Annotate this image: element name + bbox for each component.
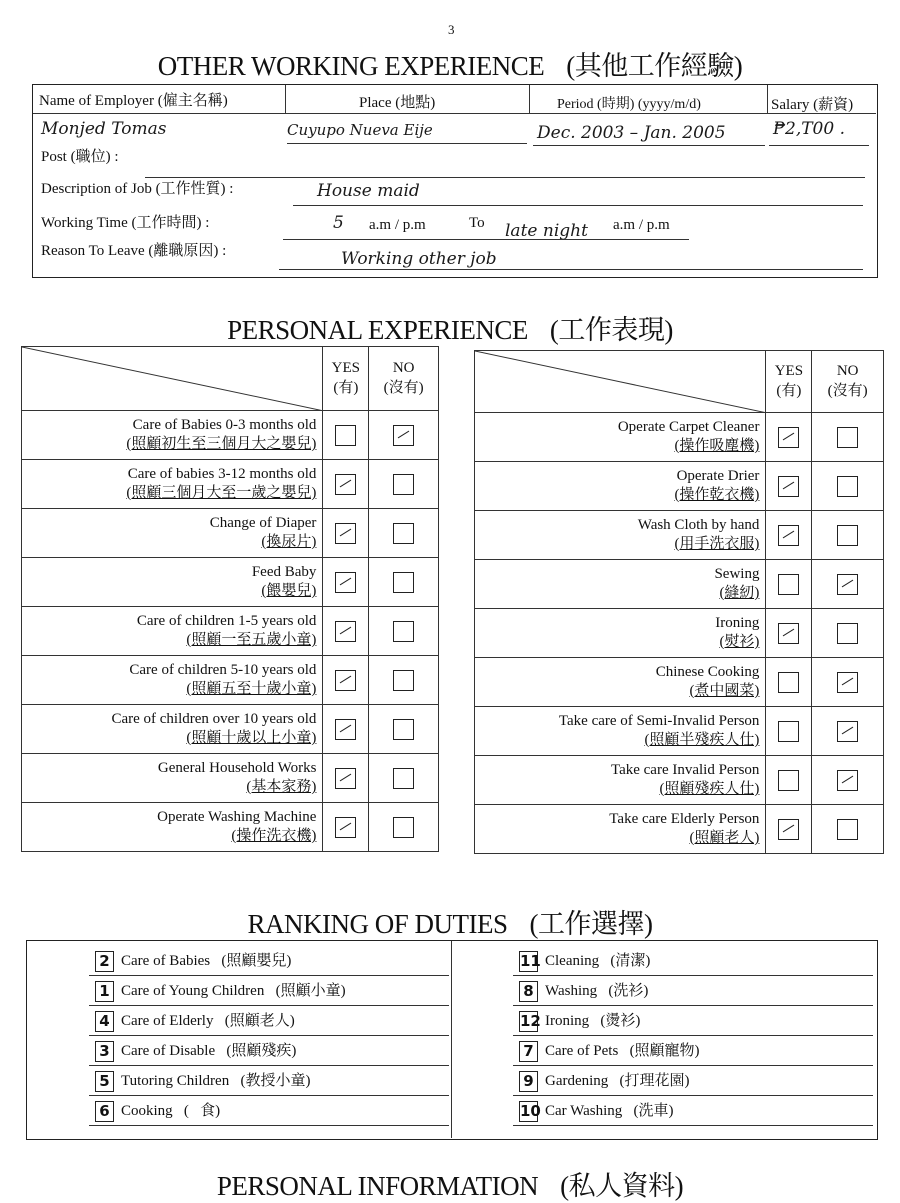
page-number: 3 <box>448 22 455 37</box>
yes-checkbox[interactable] <box>778 525 799 546</box>
yes-cell <box>323 509 369 558</box>
yes-checkbox[interactable] <box>778 623 799 644</box>
rank-number-box[interactable]: 11 <box>520 952 541 971</box>
experience-item-en: Chinese Cooking <box>655 664 760 681</box>
no-cell <box>369 558 439 607</box>
experience-row <box>475 560 884 609</box>
no-cell <box>369 460 439 509</box>
job-label: Description of Job (工作性質) : <box>41 181 234 197</box>
to-label: To <box>469 215 485 231</box>
experience-item-en: Take care Invalid Person <box>610 762 760 779</box>
ranking-title-en: RANKING OF DUTIES <box>247 909 508 939</box>
experience-item-en: Care of Babies 0-3 months old <box>132 417 317 434</box>
employer-value: Monjed Tomas <box>41 119 167 139</box>
ranking-underline <box>89 1125 449 1126</box>
no-cell <box>369 754 439 803</box>
yes-cell <box>323 803 369 852</box>
yes-cell <box>766 756 812 805</box>
yes-cell <box>766 560 812 609</box>
reason-value: Working other job <box>341 249 497 269</box>
header-row-line <box>33 113 876 114</box>
ranking-item <box>519 1009 640 1032</box>
experience-item <box>475 511 766 560</box>
no-cell <box>369 411 439 460</box>
experience-item <box>22 607 323 656</box>
experience-row <box>22 558 439 607</box>
experience-item <box>475 560 766 609</box>
yes-header-en: YES <box>774 363 804 379</box>
place-underline <box>287 143 527 144</box>
experience-item-cn: (用手洗衣服) <box>674 536 760 552</box>
no-header-en: NO <box>836 363 859 379</box>
ranking-underline <box>513 1095 873 1096</box>
experience-item-cn: (操作洗衣機) <box>231 828 317 844</box>
no-cell <box>812 462 884 511</box>
experience-item-en: Ironing <box>715 615 760 632</box>
experience-item-cn: (照顧三個月大至一歲之嬰兒) <box>126 485 317 501</box>
experience-item-en: Operate Washing Machine <box>157 809 317 826</box>
experience-item <box>475 609 766 658</box>
no-checkbox[interactable] <box>393 474 414 495</box>
ranking-underline <box>513 1035 873 1036</box>
ranking-item <box>519 1099 674 1122</box>
yes-cell <box>766 462 812 511</box>
experience-item-cn: (餵嬰兒) <box>261 583 317 599</box>
ranking-box <box>26 940 878 1140</box>
experience-item-cn: (照顧五至十歲小童) <box>186 681 317 697</box>
experience-item <box>475 658 766 707</box>
ranking-item <box>95 1039 296 1062</box>
experience-item <box>22 803 323 852</box>
no-checkbox[interactable] <box>837 574 858 595</box>
no-cell <box>812 560 884 609</box>
yes-checkbox[interactable] <box>335 474 356 495</box>
job-underline <box>293 205 863 206</box>
ranking-label: Cooking ( 食) <box>121 1103 221 1119</box>
experience-item-cn: (照顧一至五歲小童) <box>186 632 317 648</box>
post-underline <box>145 177 865 178</box>
no-checkbox[interactable] <box>837 525 858 546</box>
experience-item-cn: (照顧老人) <box>689 830 760 846</box>
ampm-1: a.m / p.m <box>369 217 426 233</box>
yes-checkbox[interactable] <box>778 721 799 742</box>
experience-item <box>475 805 766 854</box>
no-checkbox[interactable] <box>393 621 414 642</box>
ranking-item <box>519 1039 700 1062</box>
no-checkbox[interactable] <box>393 572 414 593</box>
ranking-label: Gardening (打理花園) <box>545 1073 690 1089</box>
personal-experience-right-table <box>474 350 884 854</box>
ranking-underline <box>89 975 449 976</box>
yes-checkbox[interactable] <box>335 425 356 446</box>
ranking-item <box>95 949 291 972</box>
experience-item <box>475 413 766 462</box>
no-cell <box>369 803 439 852</box>
yes-checkbox[interactable] <box>335 817 356 838</box>
header-corner <box>475 351 766 413</box>
col-divider <box>529 85 530 113</box>
yes-checkbox[interactable] <box>335 572 356 593</box>
experience-item <box>475 756 766 805</box>
ampm-2: a.m / p.m <box>613 217 670 233</box>
personal-info-title <box>0 1164 900 1203</box>
experience-row <box>475 511 884 560</box>
yes-checkbox[interactable] <box>335 523 356 544</box>
experience-item <box>22 705 323 754</box>
no-header-en: NO <box>392 360 415 376</box>
rank-number-box[interactable]: 9 <box>519 1071 538 1092</box>
yes-cell <box>766 413 812 462</box>
ranking-underline <box>513 975 873 976</box>
no-cell <box>812 805 884 854</box>
other-work-title-en: OTHER WORKING EXPERIENCE <box>157 51 545 81</box>
no-cell <box>369 607 439 656</box>
no-cell <box>812 413 884 462</box>
yes-cell <box>766 658 812 707</box>
rank-number-box[interactable]: 8 <box>519 981 538 1002</box>
experience-item-en: Care of children 1-5 years old <box>136 613 317 630</box>
yes-cell <box>323 656 369 705</box>
no-checkbox[interactable] <box>837 819 858 840</box>
ranking-label: Care of Pets (照顧寵物) <box>545 1043 700 1059</box>
personal-experience-left-table <box>21 346 439 852</box>
other-work-title <box>0 44 900 83</box>
experience-item-cn: (基本家務) <box>246 779 317 795</box>
no-cell <box>369 705 439 754</box>
salary-underline <box>769 145 869 146</box>
yes-cell <box>766 609 812 658</box>
experience-row <box>22 460 439 509</box>
no-header <box>812 351 884 413</box>
no-cell <box>812 707 884 756</box>
experience-item-en: General Household Works <box>157 760 317 777</box>
experience-item-en: Care of babies 3-12 months old <box>127 466 317 483</box>
experience-item <box>22 509 323 558</box>
place-header: Place (地點) <box>359 95 436 111</box>
yes-cell <box>323 460 369 509</box>
ranking-underline <box>89 1065 449 1066</box>
no-checkbox[interactable] <box>837 623 858 644</box>
yes-cell <box>766 511 812 560</box>
no-checkbox[interactable] <box>393 768 414 789</box>
experience-row <box>22 656 439 705</box>
experience-item-cn: (照顧殘疾人仕) <box>659 781 760 797</box>
ranking-item <box>95 979 346 1002</box>
experience-item-cn: (照顧初生至三個月大之嬰兒) <box>126 436 317 452</box>
ranking-title <box>0 902 900 941</box>
experience-item <box>475 707 766 756</box>
ranking-label: Care of Young Children (照顧小童) <box>121 983 346 999</box>
experience-item-cn: (煮中國菜) <box>689 683 760 699</box>
experience-row <box>475 609 884 658</box>
personal-experience-title <box>0 308 900 347</box>
rank-number-box[interactable]: 10 <box>520 1102 541 1121</box>
no-checkbox[interactable] <box>393 719 414 740</box>
no-checkbox[interactable] <box>837 476 858 497</box>
no-checkbox[interactable] <box>837 672 858 693</box>
experience-item-cn: (縫紉) <box>719 585 760 601</box>
personal-experience-title-en: PERSONAL EXPERIENCE <box>227 315 528 345</box>
no-checkbox[interactable] <box>393 523 414 544</box>
yes-header <box>766 351 812 413</box>
experience-item-en: Change of Diaper <box>209 515 317 532</box>
rank-number-box[interactable]: 1 <box>95 981 114 1002</box>
yes-cell <box>766 805 812 854</box>
experience-item-en: Take care of Semi-Invalid Person <box>558 713 760 730</box>
experience-item-cn: (熨衫) <box>719 634 760 650</box>
experience-item-en: Care of children 5-10 years old <box>129 662 317 679</box>
experience-item-en: Wash Cloth by hand <box>637 517 760 534</box>
ranking-underline <box>89 1095 449 1096</box>
ranking-label: Washing (洗衫) <box>545 983 649 999</box>
experience-row <box>22 754 439 803</box>
header-diagonal <box>22 347 324 411</box>
experience-row <box>475 413 884 462</box>
ranking-item <box>95 1009 295 1032</box>
rank-number-box[interactable]: 3 <box>95 1041 114 1062</box>
yes-checkbox[interactable] <box>778 427 799 448</box>
experience-item-en: Sewing <box>714 566 760 583</box>
experience-row <box>22 705 439 754</box>
yes-header-cn: (有) <box>333 379 359 396</box>
working-time-label: Working Time (工作時間) : <box>41 215 210 231</box>
working-time-from: 5 <box>333 213 344 233</box>
ranking-label: Car Washing (洗車) <box>545 1103 674 1119</box>
salary-header: Salary (薪資) <box>771 97 854 113</box>
no-checkbox[interactable] <box>837 770 858 791</box>
rank-number-box[interactable]: 6 <box>95 1101 114 1122</box>
no-cell <box>369 509 439 558</box>
ranking-title-cn: (工作選擇) <box>529 909 653 939</box>
reason-underline <box>279 269 863 270</box>
yes-checkbox[interactable] <box>778 672 799 693</box>
experience-row <box>475 805 884 854</box>
working-time-to: late night <box>505 221 588 241</box>
experience-item-en: Take care Elderly Person <box>609 811 760 828</box>
ranking-label: Ironing (燙衫) <box>545 1013 641 1029</box>
ranking-underline <box>89 1035 449 1036</box>
post-label: Post (職位) : <box>41 149 119 165</box>
no-checkbox[interactable] <box>393 425 414 446</box>
period-value: Dec. 2003 – Jan. 2005 <box>537 123 726 143</box>
ranking-underline <box>513 1065 873 1066</box>
experience-item <box>22 460 323 509</box>
no-checkbox[interactable] <box>837 721 858 742</box>
no-header-cn: (沒有) <box>383 379 424 396</box>
working-time-underline <box>283 239 689 240</box>
header-diagonal <box>475 351 767 413</box>
experience-item-cn: (操作吸塵機) <box>674 438 760 454</box>
reason-label: Reason To Leave (離職原因) : <box>41 243 227 259</box>
period-header: Period (時期) (yyyy/m/d) <box>557 97 701 112</box>
experience-item-cn: (照顧十歲以上小童) <box>186 730 317 746</box>
yes-header-cn: (有) <box>776 382 802 399</box>
rank-number-box[interactable]: 4 <box>95 1011 114 1032</box>
yes-cell <box>323 705 369 754</box>
experience-item-cn: (換尿片) <box>261 534 317 550</box>
personal-info-title-cn: (私人資料) <box>560 1171 684 1201</box>
experience-row <box>475 707 884 756</box>
no-cell <box>812 609 884 658</box>
no-cell <box>812 658 884 707</box>
ranking-item <box>519 979 648 1002</box>
experience-row <box>22 803 439 852</box>
header-corner <box>22 347 323 411</box>
rank-number-box[interactable]: 12 <box>520 1012 541 1031</box>
yes-checkbox[interactable] <box>335 621 356 642</box>
yes-header-en: YES <box>331 360 361 376</box>
ranking-underline <box>513 1125 873 1126</box>
no-cell <box>369 656 439 705</box>
ranking-underline <box>89 1005 449 1006</box>
ranking-label: Care of Disable (照顧殘疾) <box>121 1043 297 1059</box>
no-header-cn: (沒有) <box>827 382 868 399</box>
no-checkbox[interactable] <box>393 670 414 691</box>
experience-row <box>475 462 884 511</box>
col-divider <box>285 85 286 113</box>
personal-experience-title-cn: (工作表現) <box>549 315 673 345</box>
experience-item-en: Feed Baby <box>251 564 317 581</box>
ranking-item <box>519 949 650 972</box>
experience-item <box>22 656 323 705</box>
yes-checkbox[interactable] <box>778 476 799 497</box>
yes-checkbox[interactable] <box>778 770 799 791</box>
experience-row <box>22 509 439 558</box>
period-underline <box>533 145 765 146</box>
ranking-label: Tutoring Children (教授小童) <box>121 1073 311 1089</box>
ranking-underline <box>513 1005 873 1006</box>
experience-item-en: Operate Carpet Cleaner <box>617 419 760 436</box>
no-cell <box>812 756 884 805</box>
personal-info-title-en: PERSONAL INFORMATION <box>216 1171 539 1201</box>
experience-row <box>475 658 884 707</box>
col-divider <box>767 85 768 113</box>
experience-item <box>22 558 323 607</box>
experience-row <box>22 411 439 460</box>
yes-cell <box>323 558 369 607</box>
yes-checkbox[interactable] <box>778 574 799 595</box>
ranking-label: Care of Elderly (照顧老人) <box>121 1013 295 1029</box>
place-value: Cuyupo Nueva Eije <box>287 121 433 139</box>
experience-row <box>22 607 439 656</box>
experience-item-en: Care of children over 10 years old <box>111 711 317 728</box>
other-work-title-cn: (其他工作經驗) <box>566 51 743 81</box>
ranking-item <box>95 1069 310 1092</box>
employer-header: Name of Employer (僱主名稱) <box>39 93 228 109</box>
salary-value: ₱2,T00 . <box>773 119 846 139</box>
experience-item-cn: (操作乾衣機) <box>674 487 760 503</box>
yes-header <box>323 347 369 411</box>
experience-item <box>22 754 323 803</box>
rank-number-box[interactable]: 7 <box>519 1041 538 1062</box>
ranking-col-divider <box>451 941 452 1138</box>
no-checkbox[interactable] <box>837 427 858 448</box>
ranking-item <box>519 1069 690 1092</box>
no-header <box>369 347 439 411</box>
yes-cell <box>323 754 369 803</box>
yes-checkbox[interactable] <box>778 819 799 840</box>
no-checkbox[interactable] <box>393 817 414 838</box>
yes-checkbox[interactable] <box>335 719 356 740</box>
yes-checkbox[interactable] <box>335 768 356 789</box>
ranking-label: Cleaning (清潔) <box>545 953 651 969</box>
other-work-box <box>32 84 878 278</box>
no-cell <box>812 511 884 560</box>
rank-number-box[interactable]: 5 <box>95 1071 114 1092</box>
experience-item <box>475 462 766 511</box>
yes-checkbox[interactable] <box>335 670 356 691</box>
yes-cell <box>323 411 369 460</box>
experience-item-en: Operate Drier <box>676 468 760 485</box>
job-value: House maid <box>317 181 420 201</box>
ranking-label: Care of Babies (照顧嬰兒) <box>121 953 292 969</box>
rank-number-box[interactable]: 2 <box>95 951 114 972</box>
yes-cell <box>323 607 369 656</box>
yes-cell <box>766 707 812 756</box>
experience-item <box>22 411 323 460</box>
experience-row <box>475 756 884 805</box>
experience-item-cn: (照顧半殘疾人仕) <box>644 732 760 748</box>
ranking-item <box>95 1099 220 1122</box>
